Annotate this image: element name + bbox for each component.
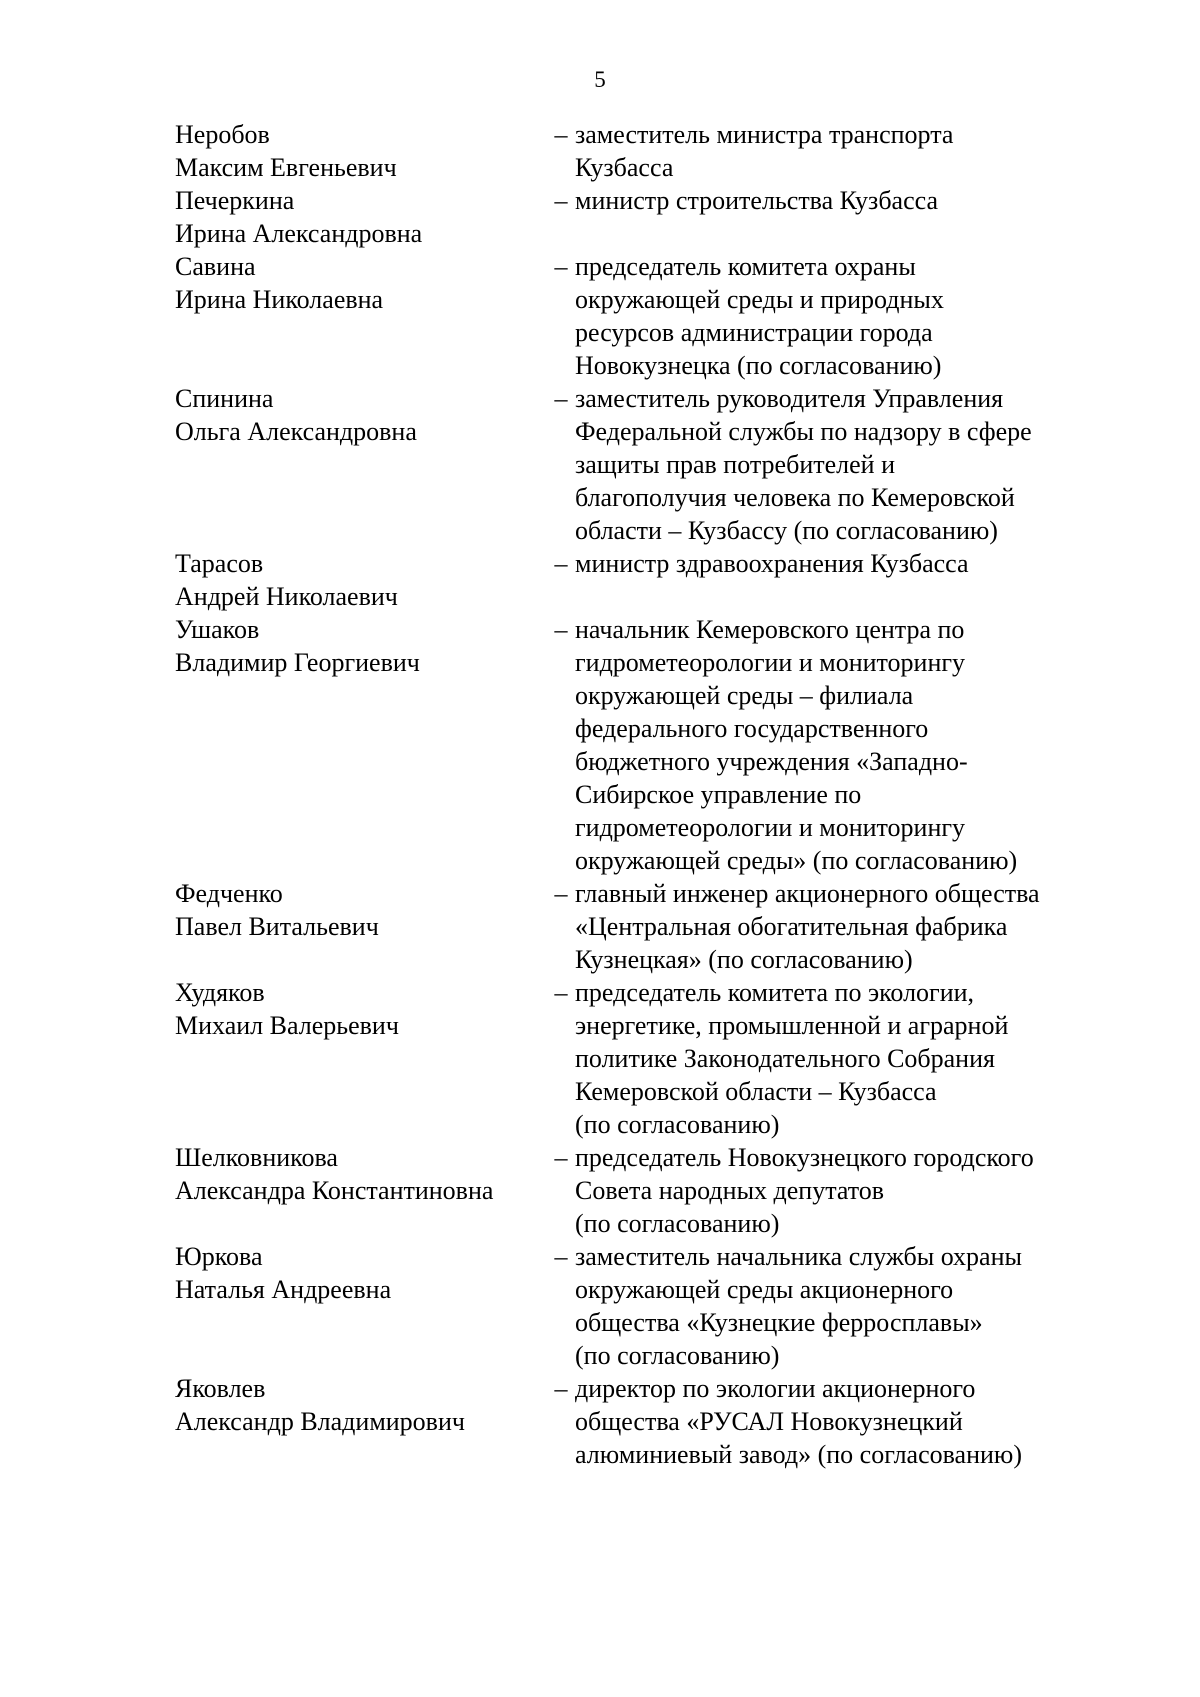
member-given-names: Александр Владимирович <box>175 1407 465 1436</box>
member-role <box>575 382 1135 547</box>
member-role-line: гидрометеорологии и мониторингу <box>575 813 966 842</box>
member-name <box>175 382 545 547</box>
member-role-line: председатель комитета по экологии, <box>575 978 975 1007</box>
member-name <box>175 1141 545 1240</box>
member-surname: Федченко <box>175 879 283 908</box>
member-role-line: заместитель начальника службы охраны <box>575 1242 1022 1271</box>
member-name <box>175 1240 545 1372</box>
member-name <box>175 877 545 976</box>
member-given-names: Наталья Андреевна <box>175 1275 392 1304</box>
member-name <box>175 250 545 382</box>
member-name <box>175 184 545 250</box>
member-role <box>575 877 1135 976</box>
member-role-line: Совета народных депутатов <box>575 1176 885 1205</box>
member-role-line <box>575 217 1135 250</box>
member-role <box>575 250 1135 382</box>
member-role-line: министр строительства Кузбасса <box>575 186 939 215</box>
member-role-line: защиты прав потребителей и <box>575 450 895 479</box>
member-entry <box>175 976 1135 1141</box>
member-role-line: политике Законодательного Собрания <box>575 1044 995 1073</box>
member-given-names: Александра Константиновна <box>175 1176 494 1205</box>
member-role-line: бюджетного учреждения «Западно- <box>575 747 968 776</box>
member-entry <box>175 1372 1135 1471</box>
member-role-line: окружающей среды – филиала <box>575 681 914 710</box>
dash-separator: – <box>554 1242 568 1271</box>
member-role-line: начальник Кемеровского центра по <box>575 615 965 644</box>
member-role <box>575 184 1135 250</box>
dash-separator: – <box>554 549 568 578</box>
dash-separator: – <box>554 120 568 149</box>
member-role-line: директор по экологии акционерного <box>575 1374 976 1403</box>
member-role-line: области – Кузбассу (по согласованию) <box>575 516 998 545</box>
member-role <box>575 613 1135 877</box>
member-role-line: министр здравоохранения Кузбасса <box>575 549 969 578</box>
member-name <box>175 118 545 184</box>
member-role-line: заместитель руководителя Управления <box>575 384 1004 413</box>
dash-separator: – <box>554 252 568 281</box>
member-role <box>575 118 1135 184</box>
member-role <box>575 1141 1135 1240</box>
member-role-line: ресурсов администрации города <box>575 318 933 347</box>
member-entry <box>175 118 1135 184</box>
member-surname: Ушаков <box>175 615 260 644</box>
member-list <box>175 118 1135 1471</box>
member-surname: Юркова <box>175 1242 263 1271</box>
page-number: 5 <box>594 67 606 92</box>
member-surname: Спинина <box>175 384 274 413</box>
member-given-names: Ирина Николаевна <box>175 285 384 314</box>
member-entry <box>175 613 1135 877</box>
member-role-line: Кузнецкая» (по согласованию) <box>575 945 913 974</box>
member-given-names: Михаил Валерьевич <box>175 1011 399 1040</box>
dash-separator: – <box>554 615 568 644</box>
member-name <box>175 976 545 1141</box>
member-role-line: Федеральной службы по надзору в сфере <box>575 417 1032 446</box>
member-surname: Яковлев <box>175 1374 266 1403</box>
member-entry <box>175 250 1135 382</box>
member-role-line: главный инженер акционерного общества <box>575 879 1040 908</box>
dash-separator: – <box>554 978 568 1007</box>
member-entry <box>175 1141 1135 1240</box>
member-surname: Савина <box>175 252 256 281</box>
member-given-names: Максим Евгеньевич <box>175 153 397 182</box>
member-surname: Шелковникова <box>175 1143 338 1172</box>
member-role <box>575 1372 1135 1471</box>
member-role-line: энергетике, промышленной и аграрной <box>575 1011 1009 1040</box>
member-role-line: общества «Кузнецкие ферросплавы» <box>575 1308 983 1337</box>
member-role-line: (по согласованию) <box>575 1341 780 1370</box>
member-role-line: благополучия человека по Кемеровской <box>575 483 1015 512</box>
member-entry <box>175 184 1135 250</box>
member-given-names: Ольга Александровна <box>175 417 417 446</box>
member-surname: Неробов <box>175 120 270 149</box>
member-role-line: алюминиевый завод» (по согласованию) <box>575 1440 1023 1469</box>
member-role-line: председатель комитета охраны <box>575 252 916 281</box>
member-name <box>175 547 545 613</box>
member-role-line: (по согласованию) <box>575 1110 780 1139</box>
dash-separator: – <box>554 1143 568 1172</box>
member-role-line <box>575 580 1135 613</box>
member-role-line: окружающей среды и природных <box>575 285 944 314</box>
member-role <box>575 1240 1135 1372</box>
dash-separator: – <box>554 879 568 908</box>
member-given-names: Ирина Александровна <box>175 219 423 248</box>
member-role-line: Кузбасса <box>575 153 674 182</box>
member-role-line: окружающей среды акционерного <box>575 1275 954 1304</box>
member-given-names: Владимир Георгиевич <box>175 648 420 677</box>
member-entry <box>175 547 1135 613</box>
member-given-names: Павел Витальевич <box>175 912 379 941</box>
member-entry <box>175 382 1135 547</box>
member-surname: Печеркина <box>175 186 295 215</box>
member-given-names: Андрей Николаевич <box>175 582 398 611</box>
member-role-line: председатель Новокузнецкого городского <box>575 1143 1034 1172</box>
member-surname: Худяков <box>175 978 265 1007</box>
member-entry <box>175 1240 1135 1372</box>
member-role <box>575 547 1135 613</box>
member-role-line: «Центральная обогатительная фабрика <box>575 912 1008 941</box>
member-role-line: заместитель министра транспорта <box>575 120 954 149</box>
member-role-line: федерального государственного <box>575 714 929 743</box>
member-role-line: Сибирское управление по <box>575 780 862 809</box>
dash-separator: – <box>554 384 568 413</box>
member-role-line: общества «РУСАЛ Новокузнецкий <box>575 1407 963 1436</box>
member-role-line: Новокузнецка (по согласованию) <box>575 351 942 380</box>
member-role <box>575 976 1135 1141</box>
member-surname: Тарасов <box>175 549 264 578</box>
dash-separator: – <box>554 1374 568 1403</box>
member-role-line: Кемеровской области – Кузбасса <box>575 1077 937 1106</box>
member-name <box>175 1372 545 1471</box>
member-name <box>175 613 545 877</box>
member-role-line: окружающей среды» (по согласованию) <box>575 846 1018 875</box>
member-role-line: гидрометеорологии и мониторингу <box>575 648 966 677</box>
member-role-line: (по согласованию) <box>575 1209 780 1238</box>
member-entry <box>175 877 1135 976</box>
dash-separator: – <box>554 186 568 215</box>
